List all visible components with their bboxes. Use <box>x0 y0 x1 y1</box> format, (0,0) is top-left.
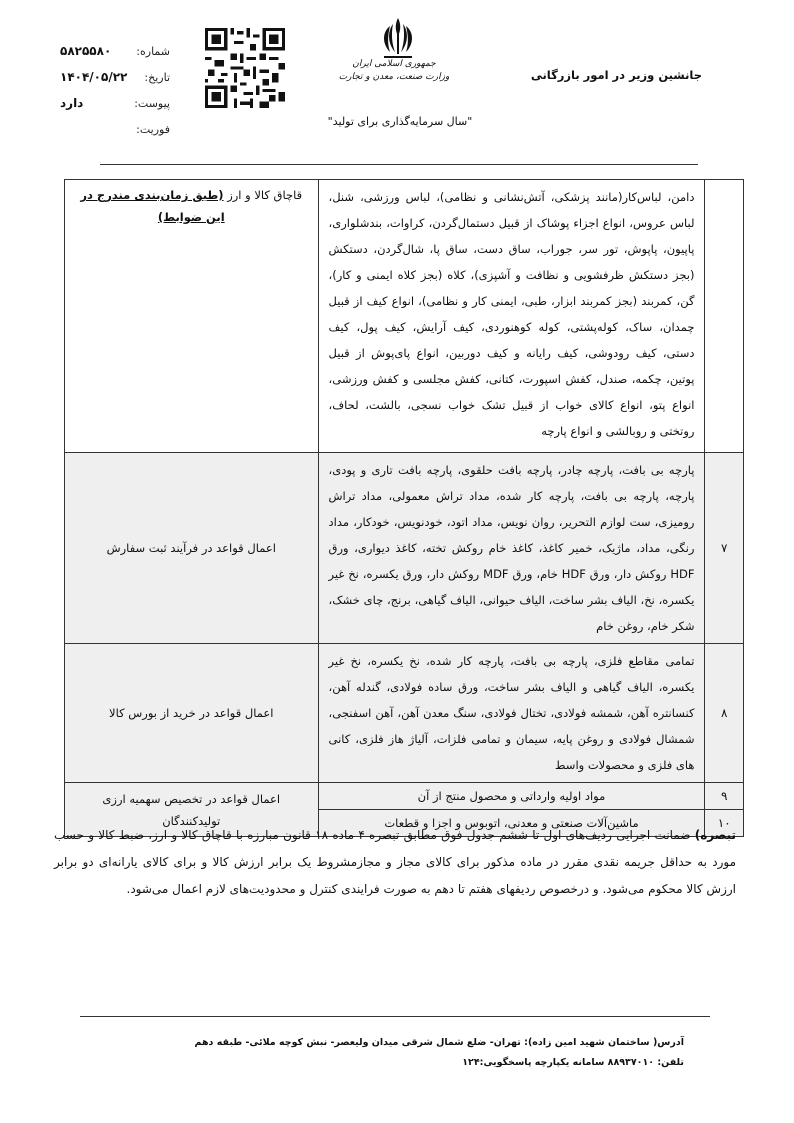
number-value: ۵۸۲۵۵۸۰ <box>60 44 112 58</box>
table-row <box>65 453 744 644</box>
letter-meta <box>60 38 170 142</box>
footer-address: آدرس( ساختمان شهید امین زاده): تهران- ضلع شمال شرقی میدان ولیعصر- نبش کوچه ملائی- طبقه دهم <box>194 1037 684 1048</box>
ministry-logo-text <box>338 58 450 84</box>
table-row <box>65 783 744 810</box>
row-items: تمامی مقاطع فلزی، پارچه بی بافت، پارچه کار شده، نخ یکسره، نخ غیر یکسره، الیاف گیاهی و الیاف بشر ساخت، ورق ساده فولادی، گندله آهن، کنسانتره آهن، شمشه فولادی، تختال فولادی، سنگ معدن آهن، آهن اسفنجی، شمشال فولادی و روغن پایه، سیمان و تمامی فلزات، آلیاژ هاز فلزی، کانی های فلزی و محصولات واسط <box>318 644 705 783</box>
header-divider <box>100 164 698 165</box>
regulations-table <box>64 179 744 837</box>
row-rule: اعمال قواعد در فرآیند ثبت سفارش <box>65 453 319 644</box>
row-rule <box>65 180 319 453</box>
note-paragraph <box>54 822 736 903</box>
year-slogan: "سال سرمایه‌گذاری برای تولید" <box>327 115 473 128</box>
row-number <box>705 180 744 453</box>
deputy-title: جانشین وزیر در امور بازرگانی <box>530 68 702 82</box>
note-label: تبصره) <box>694 828 736 842</box>
footer-divider <box>80 1016 710 1017</box>
row-number: ۹ <box>705 783 744 810</box>
qr-code <box>205 28 285 108</box>
attachment-label: پیوست: <box>134 96 170 110</box>
row-number: ۱۰ <box>705 810 744 837</box>
ministry-line1: جمهوری اسلامی ایران <box>352 59 436 69</box>
footer-phone: تلفن: ۸۸۹۳۷۰۱۰ سامانه یکپارچه پاسخگویی:۱۲۴ <box>462 1057 684 1068</box>
row-items: مواد اولیه وارداتی و محصول منتج از آن <box>318 783 705 810</box>
row-number: ۷ <box>705 453 744 644</box>
number-label: شماره: <box>136 44 170 58</box>
date-value: ۱۴۰۴/۰۵/۲۲ <box>60 70 128 84</box>
row-items: ماشین‌آلات صنعتی و معدنی، اتوبوس و اجزا و قطعات <box>318 810 705 837</box>
row-rule: اعمال قواعد در تخصیص سهمیه ارزی تولیدکنندگان <box>65 783 319 837</box>
attachment-value: دارد <box>60 96 84 110</box>
iran-emblem-icon <box>376 16 420 62</box>
rule-emphasis: (طبق زمان‌بندی مندرج در این ضوابط) <box>80 188 225 224</box>
row-items: پارچه بی بافت، پارچه چادر، پارچه بافت حلقوی، پارچه بافت تاری و پودی، پارچه، پارچه بی بافت، پارچه کار شده، مداد تراش معمولی، مداد تراش رومیزی، ست لوازم التحریر، روان نویس، مداد اتود، خودنویس، خودکار، مداد رنگی، مداد، ماژیک، خمیر کاغذ، کاغذ خام روکش تخته، کاغذ دیواری، ورق HDF روکش دار، ورق HDF خام، ورق MDF روکش دار، ورق یکسره، نخ غیر یکسره، نخ، الیاف بشر ساخت، الیاف حیوانی، الیاف گیاهی، برنج، چای خشک، شکر خام، روغن خام <box>318 453 705 644</box>
row-number: ۸ <box>705 644 744 783</box>
footer <box>64 1033 684 1073</box>
ministry-line2: وزارت صنعت، معدن و تجارت <box>338 72 450 82</box>
urgency-label: فوریت: <box>136 122 170 136</box>
table-row <box>65 644 744 783</box>
note-text: ضمانت اجرایی ردیف‌های اول تا ششم جدول فوق مطابق تبصره ۴ ماده ۱۸ قانون مبارزه با قاچاق کالا و ارز، ضبط کالا و حسب مورد به حداقل جریمه نقدی مقرر در ماده مذکور برای کالای مجاز و مجازمشروط یک برابر ارزش کالا و برای کالای یارانه‌ای دو برابر ارزش کالا محکوم می‌شود. و درخصوص ردیفهای هفتم تا دهم به صورت فرایندی کنترل و محدودیت‌های لازم اعمال می‌شود. <box>54 828 736 896</box>
date-label: تاریخ: <box>144 70 170 84</box>
rule-text: قاچاق کالا و ارز <box>227 188 303 202</box>
row-items: دامن، لباس‌کار(مانند پزشکی، آتش‌نشانی و نظامی)، لباس ورزشی، شنل، لباس عروس، انواع اجزاء پوشاک از قبیل دستمال‌گردن، کراوات، بندشلواری، پاپیون، پاپوش، تور سر، جوراب، ساق دست، ساق پا، شال‌گردن، دستکش (بجز دستکش ظرفشویی و نظافت و آشپزی)، کلاه (بجز کلاه ایمنی و کار)، گن، کمربند (بجز کمربند ابزار، طبی، ایمنی کار و نظامی)، انواع کیف از قبیل چمدان، ساک، کوله‌پشتی، کوله کوهنوردی، کیف آرایش، کیف پول، کیف دستی، کیف رودوشی، کیف رایانه و کیف دوربین، انواع پای‌پوش از قبیل پوتین، چکمه، صندل، کفش اسپورت، کتانی، کفش مجلسی و کفش ورزشی، انواع پتو، انواع کالای خواب از قبیل تشک خواب نسجی، بالشت، لحاف، روتختی و روبالشی و انواع پارچه <box>318 180 705 453</box>
table-row <box>65 180 744 453</box>
row-rule: اعمال قواعد در خرید از بورس کالا <box>65 644 319 783</box>
